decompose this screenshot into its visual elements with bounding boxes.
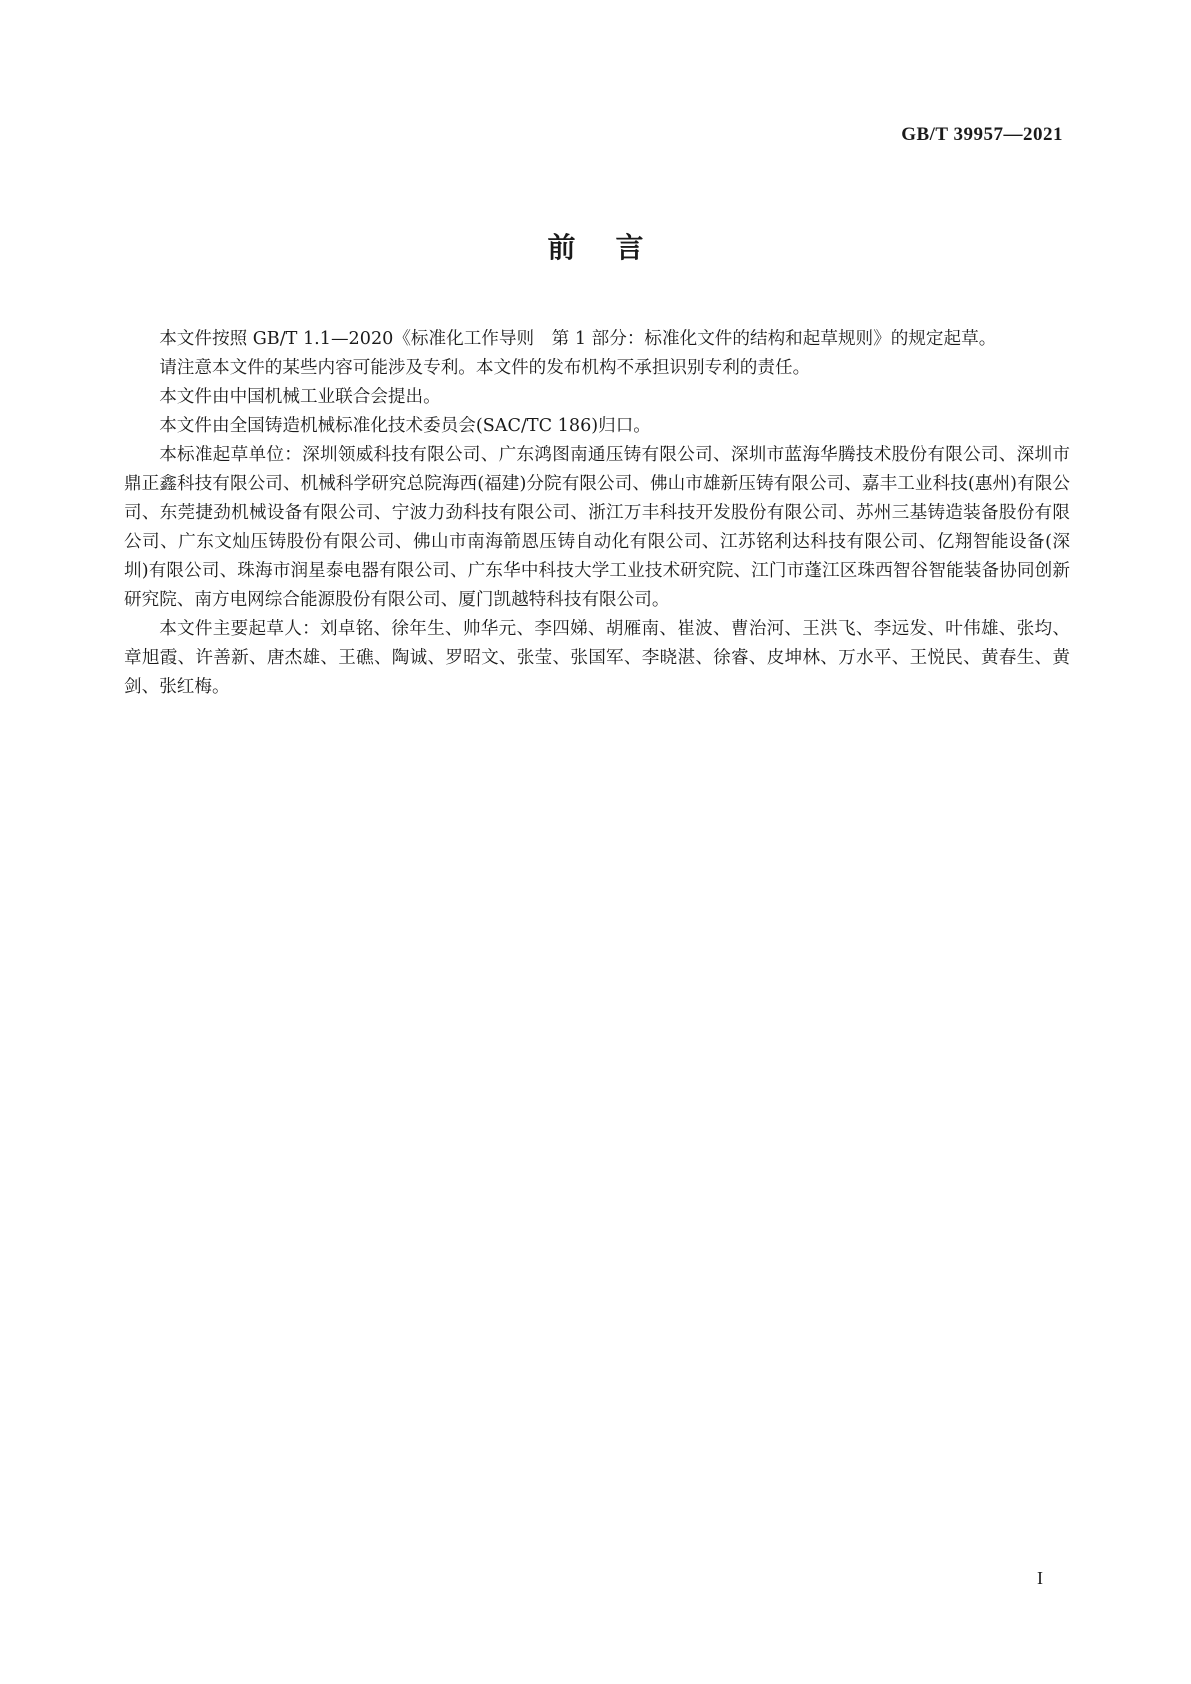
paragraph-drafting-units: 本标准起草单位：深圳领威科技有限公司、广东鸿图南通压铸有限公司、深圳市蓝海华腾技术股份有限公司、深圳市鼎正鑫科技有限公司、机械科学研究总院海西(福建)分院有限公司、佛山市雄新压铸有限公司、嘉丰工业科技(惠州)有限公司、东莞捷劲机械设备有限公司、宁波力劲科技有限公司、浙江万丰科技开发股份有限公司、苏州三基铸造装备股份有限公司、广东文灿压铸股份有限公司、佛山市南海箭恩压铸自动化有限公司、江苏铭利达科技有限公司、亿翔智能设备(深圳)有限公司、珠海市润星泰电器有限公司、广东华中科技大学工业技术研究院、江门市蓬江区珠西智谷智能装备协同创新研究院、南方电网综合能源股份有限公司、厦门凯越特科技有限公司。 xyxy=(124,445,1070,610)
paragraph-proposer: 本文件由中国机械工业联合会提出。 xyxy=(159,387,441,407)
paragraph-drafting-rules: 本文件按照 GB/T 1.1—2020《标准化工作导则 第 1 部分：标准化文件的结构和起草规则》的规定起草。 xyxy=(159,329,997,349)
foreword-body xyxy=(124,325,1070,702)
paragraph-technical-committee: 本文件由全国铸造机械标准化技术委员会(SAC/TC 186)归口。 xyxy=(159,416,651,436)
standard-number: GB/T 39957—2021 xyxy=(901,124,1063,145)
paragraph-patent-notice: 请注意本文件的某些内容可能涉及专利。本文件的发布机构不承担识别专利的责任。 xyxy=(159,358,811,378)
paragraph-main-drafters: 本文件主要起草人：刘卓铭、徐年生、帅华元、李四娣、胡雁南、崔波、曹治河、王洪飞、李远发、叶伟雄、张均、章旭霞、许善新、唐杰雄、王礁、陶诚、罗昭文、张莹、张国军、李晓湛、徐睿、皮坤林、万水平、王悦民、黄春生、黄剑、张红梅。 xyxy=(124,619,1070,697)
page-title: 前言 xyxy=(547,231,684,264)
page-number: I xyxy=(1037,1568,1043,1588)
